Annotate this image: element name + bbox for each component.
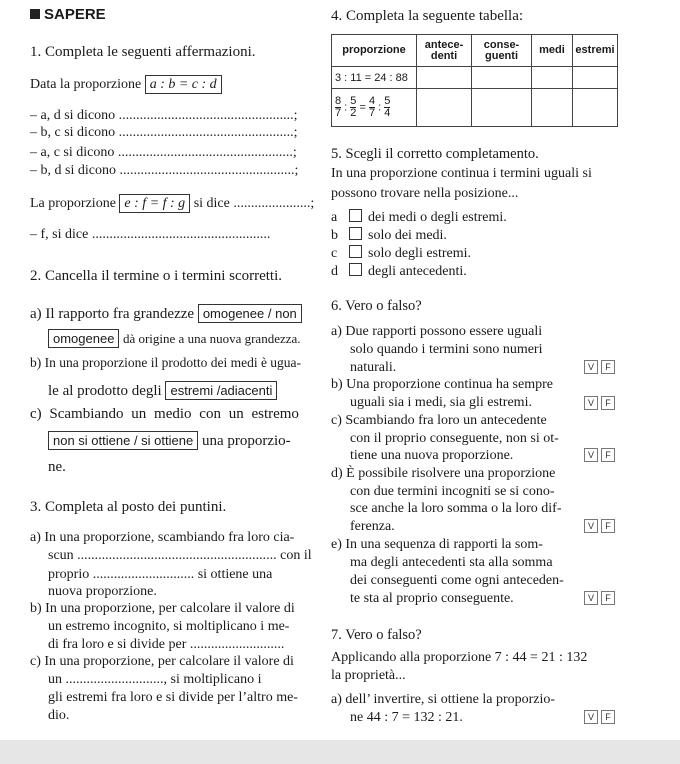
- false-box[interactable]: F: [601, 360, 615, 374]
- exercise-2-title: 2. Cancella il termine o i termini scorretti.: [30, 268, 283, 284]
- ex6-line: c) Scambiando fra loro un antecedente: [331, 413, 547, 428]
- f-line: – f, si dice ...................................................: [30, 227, 271, 242]
- ex6-line: a) Due rapporti possono essere uguali: [331, 324, 543, 339]
- ex6-line: dei conseguenti come ogni anteceden-: [350, 573, 564, 588]
- false-box[interactable]: F: [601, 519, 615, 533]
- ex6-line: con due termini incogniti se si cono-: [350, 484, 555, 499]
- ex6-line: e) In una sequenza di rapporti la som-: [331, 537, 543, 552]
- ex5-intro: possono trovare nella posizione...: [331, 186, 519, 201]
- ex3-line: nuova proporzione.: [48, 584, 157, 599]
- ex6-line: con il proprio conseguente, non si ot-: [350, 431, 559, 446]
- exercise-7-title: 7. Vero o falso?: [331, 627, 422, 643]
- ex6-line: naturali.: [350, 360, 397, 375]
- true-false-boxes: [584, 396, 615, 410]
- ex3-line: a) In una proporzione, scambiando fra loro cia-: [30, 530, 295, 545]
- ex7-intro: Applicando alla proporzione 7 : 44 = 21 : 132: [331, 650, 588, 665]
- checkbox-icon[interactable]: [349, 227, 362, 240]
- checkbox-icon[interactable]: [349, 245, 362, 258]
- table-cell[interactable]: [417, 67, 472, 89]
- ex1-line-1: – a, d si dicono ..................................................;: [30, 108, 298, 123]
- ex3-line: gli estremi fra loro e si divide per l’altro me-: [48, 690, 298, 705]
- exercise-5-title: 5. Scegli il corretto completamento.: [331, 146, 539, 162]
- continua-line: La proporzione e : f = f : g si dice ......................;: [30, 196, 315, 211]
- option-box[interactable]: non si ottiene / si ottiene: [48, 431, 198, 450]
- table-header: medi: [532, 35, 573, 67]
- ex2-c-cont: non si ottiene / si ottiene una proporzio-: [48, 431, 291, 450]
- exercise-6-title: 6. Vero o falso?: [331, 298, 422, 314]
- table-header: proporzione: [332, 35, 417, 67]
- true-box[interactable]: V: [584, 448, 598, 462]
- ex7-a-line: ne 44 : 7 = 132 : 21.: [350, 710, 463, 725]
- false-box[interactable]: F: [601, 710, 615, 724]
- true-false-boxes: [584, 448, 615, 462]
- proportion-line: Data la proporzione a : b = c : d: [30, 75, 222, 94]
- table-header: antece- denti: [417, 35, 472, 67]
- page-bottom-strip: [0, 740, 680, 764]
- option-box[interactable]: estremi /adiacenti: [165, 381, 277, 400]
- ex2-c-line: c) Scambiando un medio con un estremo: [30, 406, 299, 422]
- ex5-intro: In una proporzione continua i termini uguali si: [331, 166, 592, 181]
- ex5-option-d[interactable]: d degli antecedenti.: [331, 264, 467, 279]
- ex1-line-2: – b, c si dicono ..................................................;: [30, 125, 298, 140]
- ex1-line-4: – b, d si dicono ..................................................;: [30, 163, 299, 178]
- table-cell[interactable]: [472, 89, 532, 127]
- exercise-1-title: 1. Completa le seguenti affermazioni.: [30, 44, 256, 60]
- table-cell: $\frac{8}{7}$ : $\frac{5}{2}$ = $\frac{4}{7}$ : $\frac{5}{4}$: [332, 89, 417, 127]
- false-box[interactable]: F: [601, 396, 615, 410]
- false-box[interactable]: F: [601, 591, 615, 605]
- continua-box: e : f = f : g: [119, 194, 190, 213]
- ex7-intro: la proprietà...: [331, 668, 406, 683]
- ex2-b-cont: le al prodotto degli estremi /adiacenti: [48, 381, 277, 400]
- ex2-b-line: b) In una proporzione il prodotto dei medi è ugua-: [30, 355, 302, 370]
- ex6-line: solo quando i termini sono numeri: [350, 342, 543, 357]
- table-cell[interactable]: [417, 89, 472, 127]
- exercise-3-title: 3. Completa al posto dei puntini.: [30, 499, 227, 515]
- checkbox-icon[interactable]: [349, 209, 362, 222]
- true-box[interactable]: V: [584, 396, 598, 410]
- ex3-line: c) In una proporzione, per calcolare il valore di: [30, 654, 294, 669]
- true-box[interactable]: V: [584, 519, 598, 533]
- table-cell[interactable]: [532, 67, 573, 89]
- true-false-boxes: [584, 519, 615, 533]
- ex6-line: sce anche la loro somma o la loro dif-: [350, 501, 562, 516]
- option-box[interactable]: omogenee: [48, 329, 119, 348]
- ex3-line: dio.: [48, 708, 70, 723]
- ex2-a-line: a) Il rapporto fra grandezze omogenee / non: [30, 304, 302, 323]
- table-cell[interactable]: [532, 89, 573, 127]
- ex3-line: scun ......................................................... con il: [48, 548, 312, 563]
- exercise-4-title: 4. Completa la seguente tabella:: [331, 8, 524, 24]
- ex6-line: ferenza.: [350, 519, 395, 534]
- true-false-boxes: [584, 591, 615, 605]
- section-label: SAPERE: [30, 6, 106, 23]
- ex3-line: di fra loro e si divide per ...........................: [48, 637, 285, 652]
- ex6-line: tiene una nuova proporzione.: [350, 448, 514, 463]
- ex3-line: un ............................, si moltiplicano i: [48, 672, 262, 687]
- ex5-option-c[interactable]: c solo degli estremi.: [331, 246, 472, 261]
- ex3-line: proprio ............................. si ottiene una: [48, 567, 273, 582]
- table-cell[interactable]: [472, 67, 532, 89]
- table-header: conse- guenti: [472, 35, 532, 67]
- ex6-line: te sta al proprio conseguente.: [350, 591, 514, 606]
- ex1-line-3: – a, c si dicono ..................................................;: [30, 145, 297, 160]
- table-cell[interactable]: [573, 67, 618, 89]
- ex6-line: b) Una proporzione continua ha sempre: [331, 377, 553, 392]
- ex7-a-line: a) dell’ invertire, si ottiene la proporzio-: [331, 692, 556, 707]
- checkbox-icon[interactable]: [349, 263, 362, 276]
- table-header: estremi: [573, 35, 618, 67]
- ex6-line: uguali sia i medi, sia gli estremi.: [350, 395, 532, 410]
- ex6-line: ma degli antecedenti sta alla somma: [350, 555, 553, 570]
- false-box[interactable]: F: [601, 448, 615, 462]
- ex6-line: d) È possibile risolvere una proporzione: [331, 466, 556, 481]
- table-cell[interactable]: [573, 89, 618, 127]
- true-box[interactable]: V: [584, 710, 598, 724]
- true-box[interactable]: V: [584, 591, 598, 605]
- true-false-boxes: [584, 360, 615, 374]
- option-box[interactable]: omogenee / non: [198, 304, 302, 323]
- ex5-option-b[interactable]: b solo dei medi.: [331, 228, 447, 243]
- ex2-a-cont: omogenee dà origine a una nuova grandezza.: [48, 329, 301, 348]
- ex2-c-end: ne.: [48, 459, 66, 475]
- true-box[interactable]: V: [584, 360, 598, 374]
- table-cell: 3 : 11 = 24 : 88: [332, 67, 417, 89]
- ex3-line: b) In una proporzione, per calcolare il valore di: [30, 601, 295, 616]
- proportion-table: [331, 34, 618, 127]
- proportion-box: a : b = c : d: [145, 75, 222, 94]
- ex5-option-a[interactable]: a dei medi o degli estremi.: [331, 210, 507, 225]
- ex3-line: un estremo incognito, si moltiplicano i me-: [48, 619, 290, 634]
- square-bullet-icon: [30, 9, 40, 19]
- true-false-boxes: [584, 710, 615, 724]
